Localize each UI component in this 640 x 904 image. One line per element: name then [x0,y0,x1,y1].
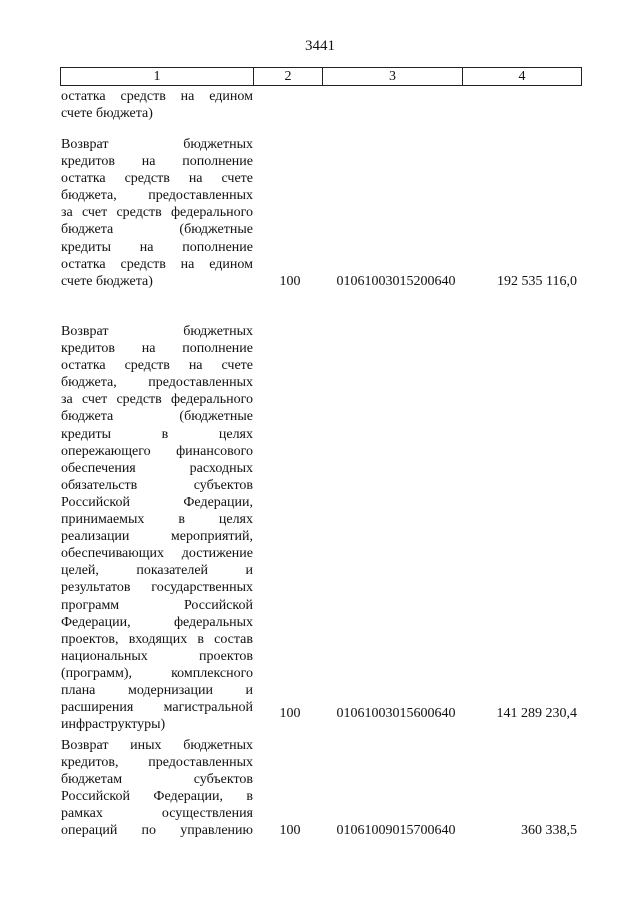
row-col2-value: 100 [279,274,301,289]
text-line: бюджета (бюджетные [61,222,253,238]
column-header-4: 4 [518,69,526,84]
row-code-value: 01061003015200640 [336,274,456,289]
text-line: бюджета (бюджетные [61,409,253,425]
row-code-value: 01061009015700640 [336,823,456,838]
page-number: 3441 [305,38,335,54]
table-header [60,67,582,86]
text-line: (программ), комплексного [61,665,253,681]
text-line: Российской Федерации, [61,494,253,510]
text-line: кредиты на пополнение [61,239,253,255]
text-line: национальных проектов [61,648,253,664]
text-line: программ Российской [61,597,253,613]
row-description [61,737,253,840]
row-description [61,136,253,290]
row-amount-value: 141 289 230,4 [496,706,577,721]
text-line: обязательств субъектов [61,477,253,493]
text-line: Возврат иных бюджетных [61,738,253,753]
text-line: опережающего финансового [61,443,253,459]
text-line: остатка средств на едином [61,256,253,272]
text-line: обеспечивающих достижение [61,546,253,562]
text-line: остатка средств на едином [61,89,253,104]
text-line: обеспечения расходных [61,460,253,476]
column-header-3: 3 [323,68,463,85]
text-line: кредитов, предоставленных [61,755,253,771]
text-line: бюджетам субъектов [61,772,253,788]
text-line: принимаемых в целях [61,512,253,528]
text-line: остатка средств на счете [61,358,253,374]
text-line: результатов государственных [61,580,253,596]
text-line: рамках осуществления [61,806,253,822]
text-line: проектов, входящих в состав [61,631,253,647]
text-line: операций по управлению [61,823,253,839]
row-code-value: 01061003015600640 [336,706,456,721]
text-line: Федерации, федеральных [61,614,253,630]
row-amount-value: 360 338,5 [521,823,577,838]
text-line: за счет средств федерального [61,392,253,408]
text-line: бюджета, предоставленных [61,375,253,391]
row-col2-value: 100 [279,706,301,721]
text-line: расширения магистральной [61,700,253,716]
text-line: целей, показателей и [61,563,253,579]
text-line: счете бюджета) [61,273,153,289]
text-line: Российской Федерации, в [61,789,253,805]
text-line: остатка средств на счете [61,171,253,187]
row-amount-value: 192 535 116,0 [497,274,577,289]
row-description [61,88,253,122]
text-line: Возврат бюджетных [61,324,253,339]
row-col2-value: 100 [279,823,301,838]
column-header-1: 1 [61,68,254,85]
text-line: кредитов на пополнение [61,341,253,357]
row-description [61,323,253,733]
column-header-2: 2 [254,68,323,85]
text-line: реализации мероприятий, [61,529,253,545]
text-line: за счет средств федерального [61,205,253,221]
text-line: инфраструктуры) [61,717,166,733]
text-line: Возврат бюджетных [61,137,253,152]
text-line: кредитов на пополнение [61,154,253,170]
text-line: плана модернизации и [61,682,253,698]
text-line: счете бюджета) [61,106,153,122]
text-line: бюджета, предоставленных [61,188,253,204]
text-line: кредиты в целях [61,426,253,442]
